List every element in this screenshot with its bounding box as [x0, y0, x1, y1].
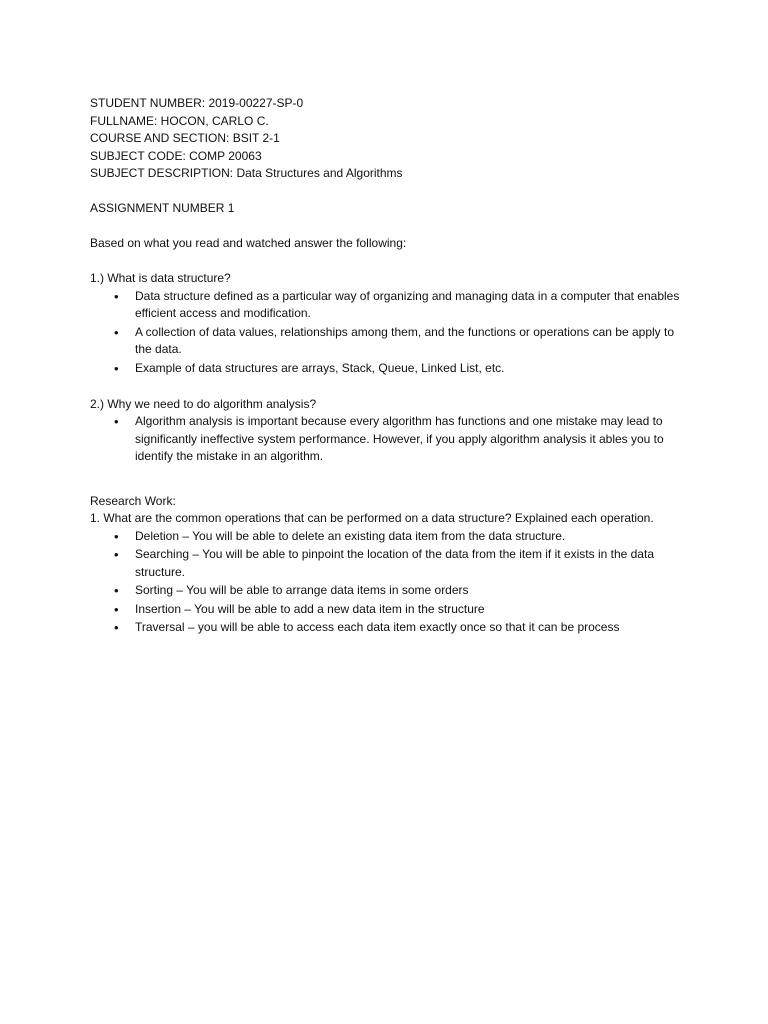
- answer-text: Data structure defined as a particular way of organizing and managing data in a computer that enables efficient access and modification.: [135, 288, 680, 320]
- question-1: 1.) What is data structure?: [90, 271, 231, 285]
- answer-text: A collection of data values, relationships among them, and the functions or operations can be apply to the data.: [135, 324, 675, 356]
- answer-text: Sorting – You will be able to arrange data items in some orders: [135, 583, 469, 597]
- bullet-icon: •: [114, 288, 119, 304]
- subject-code: SUBJECT CODE: COMP 20063: [90, 148, 262, 163]
- question-1-answers: [90, 288, 690, 378]
- list-item: [112, 413, 690, 466]
- bullet-icon: •: [114, 601, 119, 617]
- question-2-answers: [90, 413, 690, 466]
- spacer: [90, 467, 690, 493]
- instructions: Based on what you read and watched answer the following:: [90, 236, 407, 250]
- answer-text: Deletion – You will be able to delete an existing data item from the data structure.: [135, 528, 566, 543]
- spacer: [90, 378, 690, 396]
- research-question: 1. What are the common operations that can be performed on a data structure? Explained each operation.: [90, 511, 654, 525]
- bullet-icon: •: [114, 324, 119, 340]
- spacer: [90, 183, 690, 201]
- answer-text: Insertion – You will be able to add a new data item in the structure: [135, 601, 485, 616]
- list-item: [112, 601, 690, 619]
- bullet-icon: •: [114, 414, 119, 429]
- bullet-icon: •: [114, 547, 119, 562]
- list-item: [112, 360, 690, 378]
- research-answers: [90, 528, 690, 637]
- bullet-icon: •: [114, 528, 119, 544]
- list-item: [112, 528, 690, 546]
- student-number: STUDENT NUMBER: 2019-00227-SP-0: [90, 96, 304, 110]
- bullet-icon: •: [114, 583, 119, 598]
- document-page: [90, 95, 690, 638]
- answer-text: Searching – You will be able to pinpoint the location of the data from the item if it exists in the data structure.: [135, 547, 654, 579]
- course-section: COURSE AND SECTION: BSIT 2-1: [90, 131, 280, 145]
- bullet-icon: •: [114, 620, 119, 635]
- subject-description: SUBJECT DESCRIPTION: Data Structures and Algorithms: [90, 166, 403, 180]
- fullname: FULLNAME: HOCON, CARLO C.: [90, 113, 269, 128]
- research-heading: Research Work:: [90, 493, 176, 508]
- list-item: [112, 619, 690, 637]
- answer-text: Algorithm analysis is important because every algorithm has functions and one mistake may lead to significantly ineffective system performance. However, if you apply algorithm analysis it ables you to identify the mistake in an algorithm.: [135, 414, 664, 463]
- list-item: [112, 288, 690, 323]
- spacer: [90, 218, 690, 236]
- bullet-icon: •: [114, 360, 119, 376]
- question-2: 2.) Why we need to do algorithm analysis?: [90, 396, 317, 411]
- assignment-title: ASSIGNMENT NUMBER 1: [90, 201, 235, 215]
- answer-text: Traversal – you will be able to access each data item exactly once so that it can be process: [135, 620, 620, 634]
- list-item: [112, 546, 690, 581]
- answer-text: Example of data structures are arrays, Stack, Queue, Linked List, etc.: [135, 360, 505, 375]
- list-item: [112, 582, 690, 600]
- list-item: [112, 324, 690, 359]
- spacer: [90, 253, 690, 271]
